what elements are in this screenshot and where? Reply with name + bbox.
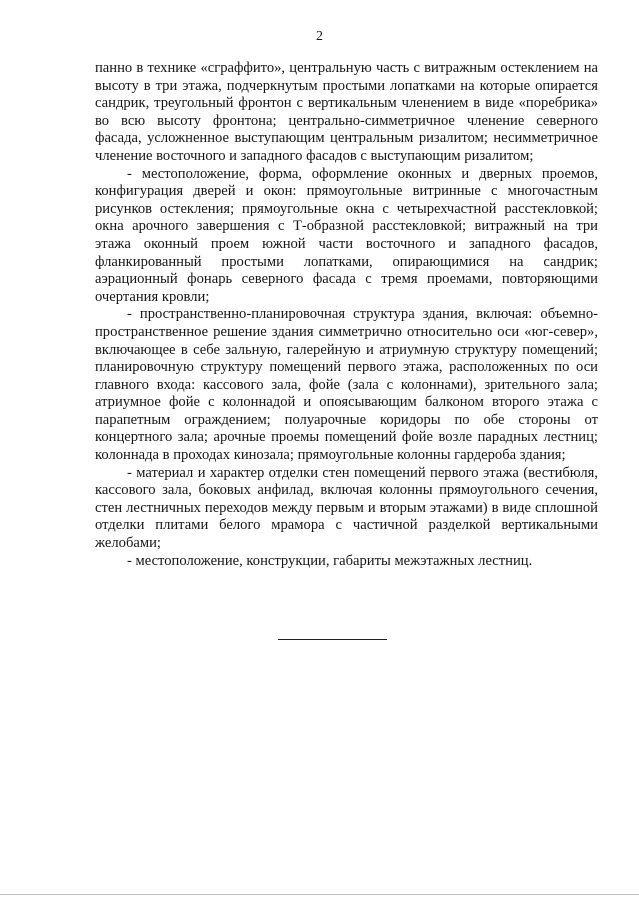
paragraph-spatial-structure: - пространственно-планировочная структура здания, включая: объемно-пространственное решение здания симметрично относительно оси «юг-север», включающее в себе зальную, галерейную и атриумную структуру помещений; планировочную структуру помещений первого этажа, расположенных по оси главного входа: кассового зала, фойе (зала с колоннами), зрительного зала; атриумное фойе с колоннадой и опоясывающим балконом второго этажа с парапетным ограждением; полуарочные коридоры по обе стороны от концертного зала; арочные проемы помещений фойе возле парадных лестниц; колоннада в проходах кинозала; прямоугольные колонны гардероба здания; — [95, 306, 598, 464]
separator-line — [278, 639, 387, 640]
document-body — [95, 60, 598, 570]
paragraph-facade-continuation: панно в технике «сграффито», центральную часть с витражным остеклением на высоту в три этажа, подчеркнутым простыми лопатками на которые опирается сандрик, треугольный фронтон с вертикальным членением в виде «поребрика» во всю высоту фронтона; центрально-симметричное членение северного фасада, усложненное выступающим центральным ризалитом; несимметричное членение восточного и западного фасадов с выступающим ризалитом; — [95, 60, 598, 164]
page-bottom-edge — [0, 894, 639, 895]
page-number: 2 — [316, 29, 323, 44]
paragraph-openings: - местоположение, форма, оформление оконных и дверных проемов, конфигурация дверей и окон: прямоугольные витринные с многочастным рисунков остекления; прямоугольные окна с четырехчастной расстекловкой; окна арочного завершения с Т-образной расстекловкой; витражный на три этажа оконный проем южной части восточного и западного фасадов, фланкированный простыми лопатками, опирающимися на сандрик; аэрационный фонарь северного фасада с тремя проемами, повторяющими очертания кровли; — [95, 165, 598, 305]
paragraph-wall-finish: - материал и характер отделки стен помещений первого этажа (вестибюля, кассового зала, боковых анфилад, включая колонны прямоугольного сечения, стен лестничных переходов между первым и вторым этажами) в виде сплошной отделки плитами белого мрамора с частичной разделкой вертикальными желобами; — [95, 464, 598, 552]
paragraph-stairs: - местоположение, конструкции, габариты межэтажных лестниц. — [127, 552, 533, 569]
